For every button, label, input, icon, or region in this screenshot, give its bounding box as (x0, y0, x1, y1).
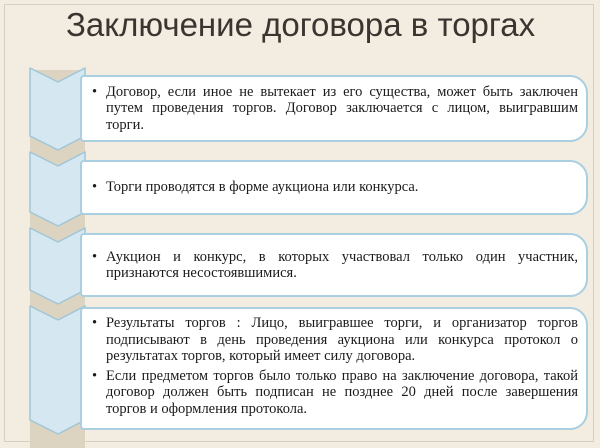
decorative-bar (30, 70, 85, 448)
step-panel-3 (80, 233, 588, 297)
step-list-4 (92, 315, 578, 417)
slide-title: Заключение договора в торгах (66, 6, 536, 43)
bullet-item: • Если предметом торгов было только право на заключение договора, такой договор должен быть подписан не позднее 20 дней после завершения торгов и оформления протокола. (92, 368, 578, 418)
step-list-2 (92, 179, 418, 196)
step-panel-2 (80, 160, 588, 215)
bullet-item: • Торги проводятся в форме аукциона или конкурса. (92, 179, 418, 196)
step-list-1 (92, 84, 578, 134)
bullet-item: • Результаты торгов : Лицо, выигравшее торги, и организатор торгов подписывают в день проведения аукциона или конкурса протокол о результатах торгов, который имеет силу договора. (92, 315, 578, 365)
step-panel-1 (80, 75, 588, 142)
bullet-item: • Аукцион и конкурс, в которых участвовал только один участник, признаются несостоявшимися. (92, 249, 578, 282)
bullet-item: • Договор, если иное не вытекает из его существа, может быть заключен путем проведения торгов. Договор заключается с лицом, выигравшим торги. (92, 84, 578, 134)
step-panel-4 (80, 307, 588, 430)
step-list-3 (92, 249, 578, 282)
